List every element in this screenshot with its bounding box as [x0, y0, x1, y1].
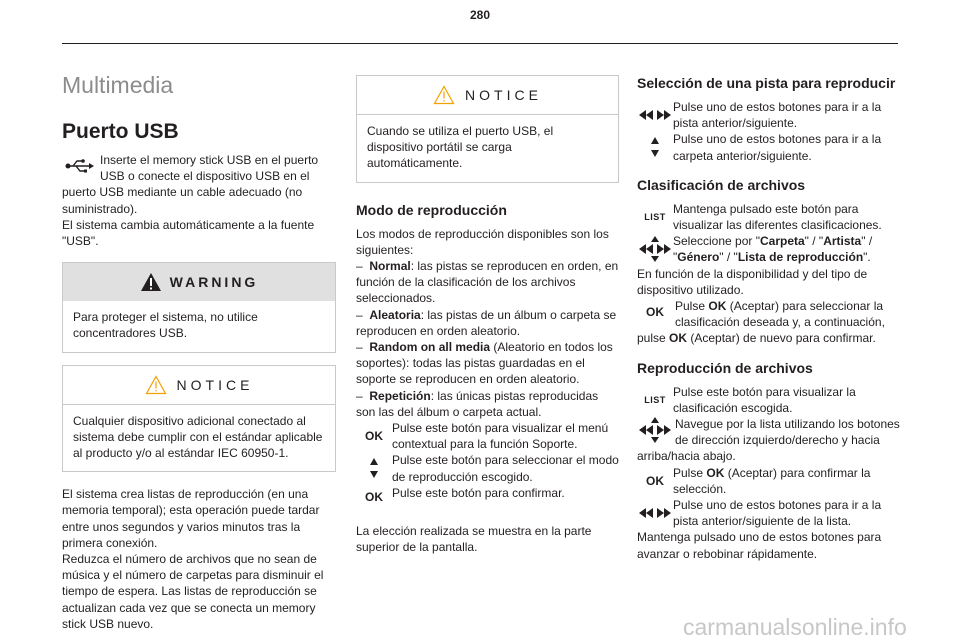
option-lista: Lista de reproducción	[737, 250, 864, 265]
ok4-text	[673, 465, 900, 497]
ok2-row	[356, 485, 619, 509]
ok-paragraph	[637, 298, 900, 347]
notice-body: Cualquier dispositivo adicional conectado al sistema debe cumplir con el estándar aplicable al producto y/o al estándar IEC 60950-1.	[73, 413, 323, 461]
hold-text: Mantenga pulsado uno de estos botones para avanzar o rebobinar rápidamente.	[637, 530, 882, 561]
dash: –	[356, 259, 363, 274]
warning-icon	[140, 272, 162, 292]
mode-text: (Aleatorio en todos los soportes): todas las pistas guardadas en el soporte se reproducen en orden aleatorio.	[356, 340, 613, 387]
mode-name: Random on all media	[369, 340, 491, 355]
option-artista: Artista	[823, 234, 862, 249]
ok-text: Pulse este botón para visualizar el menú contextual para la función Soporte.	[392, 421, 609, 452]
four-way-arrows-icon-2	[637, 416, 673, 444]
mode-text: : las únicas pistas reproducidas son las del álbum o carpeta actual.	[356, 388, 599, 419]
notice-body-2: Cuando se utiliza el puerto USB, el dispositivo portátil se carga automáticamente.	[367, 124, 554, 171]
play-title: Reproducción de archivos	[637, 359, 813, 376]
mode-intro: Los modos de reproducción disponibles son los siguientes:	[356, 226, 609, 257]
cross-row	[637, 233, 900, 265]
ok-b: OK	[708, 299, 727, 314]
select-title: Selección de una pista para reproducir	[637, 75, 896, 91]
mode-text: : las pistas de un álbum o carpeta se reproducen en orden aleatorio.	[356, 307, 617, 338]
warning-body: Para proteger el sistema, no utilice concentradores USB.	[73, 310, 258, 341]
section-title: Multimedia	[62, 72, 174, 98]
four-way-arrows-icon	[637, 233, 673, 265]
ok2-b: OK	[706, 465, 725, 480]
list2-text: Pulse este botón para visualizar la clasificación escogida.	[673, 384, 856, 415]
mode-random	[356, 307, 619, 339]
updown-row	[356, 452, 619, 484]
prev-next-arrows-icon	[637, 99, 673, 131]
top-rule	[62, 43, 898, 44]
mode-name: Normal	[369, 259, 411, 274]
mode-text: : las pistas se reproducen en orden, en función de la clasificación de los archivos seleccionados.	[356, 259, 619, 306]
ok-d: OK	[669, 331, 688, 346]
paragraph-2: Reduzca el número de archivos que no sean de música y el número de carpetas para disminuir el tiempo de espera. Las listas de reproducción se actualizan cada vez que se conecta un memory stick USB nuevo.	[62, 552, 324, 631]
ok-button-icon-3: OK	[646, 304, 664, 319]
dash: –	[356, 307, 363, 322]
prev-next-arrows-icon-2	[637, 497, 673, 529]
sep: ".	[863, 250, 871, 265]
prevnext2-text: Pulse uno de estos botones para ir a la pista anterior/siguiente de la lista.	[673, 498, 882, 529]
warning-title: WARNING	[169, 274, 259, 291]
cross-text	[673, 233, 900, 265]
cross2-text: Navegue por la lista utilizando los botones de dirección izquierdo/derecho y hacia arriba/hacia abajo.	[637, 417, 900, 464]
sep: " / "	[719, 250, 738, 265]
updown-text: Pulse este botón para seleccionar el modo de reproducción escogido.	[392, 453, 619, 484]
mode-normal	[356, 258, 619, 307]
warning-box	[62, 262, 336, 352]
notice-title-2: NOTICE	[465, 86, 542, 103]
column-right	[637, 74, 900, 562]
sep: " / "	[673, 234, 873, 265]
mode-name: Aleatoria	[369, 307, 421, 322]
prevnext2-row	[637, 497, 900, 529]
prevnext-row	[637, 99, 900, 131]
mode-random-all	[356, 339, 619, 388]
classif-title: Clasificación de archivos	[637, 176, 806, 193]
usb-paragraph	[62, 152, 336, 217]
ok2-c: (Aceptar) para confirmar la selección.	[673, 465, 871, 496]
list-button-icon: LIST	[644, 211, 666, 222]
watermark: carmanualsonline.info	[683, 614, 907, 640]
page-number: 280	[469, 8, 491, 22]
notice-box	[62, 365, 336, 473]
list-button-icon-2: LIST	[644, 394, 666, 405]
list-row	[637, 201, 900, 233]
ok4-row	[637, 465, 900, 497]
notice-icon	[145, 375, 167, 395]
ok-e: (Aceptar) de nuevo para confirmar.	[687, 331, 876, 346]
notice-title: NOTICE	[176, 376, 254, 393]
usb-text-2: El sistema cambia automáticamente a la fuente "USB".	[62, 217, 315, 249]
mode-title: Modo de reproducción	[356, 201, 507, 218]
ok-row	[356, 420, 619, 452]
updown-text-3: Pulse uno de estos botones para ir a la carpeta anterior/siguiente.	[673, 132, 882, 163]
column-left	[62, 62, 336, 632]
dash: –	[356, 340, 363, 355]
usb-icon	[62, 152, 98, 180]
notice-icon-2	[433, 85, 455, 105]
prevnext-text: Pulse uno de estos botones para ir a la pista anterior/siguiente.	[673, 100, 882, 131]
list-text: Mantenga pulsado este botón para visualizar las diferentes clasificaciones.	[673, 201, 882, 233]
cross-text-a: Seleccione por "	[673, 234, 760, 249]
mode-repeat	[356, 388, 619, 420]
ok-button-icon: OK	[365, 428, 383, 443]
dash: –	[356, 388, 363, 403]
ok-button-icon-2: OK	[365, 489, 383, 504]
result-text: La elección realizada se muestra en la parte superior de la pantalla.	[356, 523, 592, 555]
ok-button-icon-4: OK	[646, 473, 664, 488]
ok2-a: Pulse	[673, 465, 707, 480]
option-genero: Género	[677, 250, 720, 265]
warning-header	[63, 263, 335, 301]
sep: " / "	[804, 234, 824, 249]
usb-text-1: Inserte el memory stick USB en el puerto USB o conecte el dispositivo USB en el puerto USB mediante un cable adecuado (no suministrado).	[62, 153, 319, 216]
ok-c: (Aceptar) para seleccionar la clasificación deseada y, a continuación, pulse	[637, 299, 885, 346]
up-down-arrows-icon	[356, 452, 392, 484]
cross2-paragraph	[637, 416, 900, 465]
option-carpeta: Carpeta	[759, 234, 805, 249]
ok-a: Pulse	[675, 299, 709, 314]
avail-text: En función de la disponibilidad y del tipo de dispositivo utilizado.	[637, 266, 868, 297]
mode-name: Repetición	[369, 388, 431, 403]
notice-header-2	[357, 76, 618, 115]
ok2-text: Pulse este botón para confirmar.	[392, 485, 565, 500]
usb-title: Puerto USB	[62, 120, 179, 143]
paragraph-1: El sistema crea listas de reproducción (en una memoria temporal); esta operación puede tardar entre unos segundos y varios minutos tras la primera conexión.	[62, 487, 320, 550]
list2-row	[637, 384, 900, 416]
notice-box-2	[356, 75, 619, 183]
notice-header	[63, 366, 335, 405]
up-down-arrows-icon	[637, 131, 673, 163]
column-middle	[356, 75, 619, 555]
updown-row-3	[637, 131, 900, 163]
